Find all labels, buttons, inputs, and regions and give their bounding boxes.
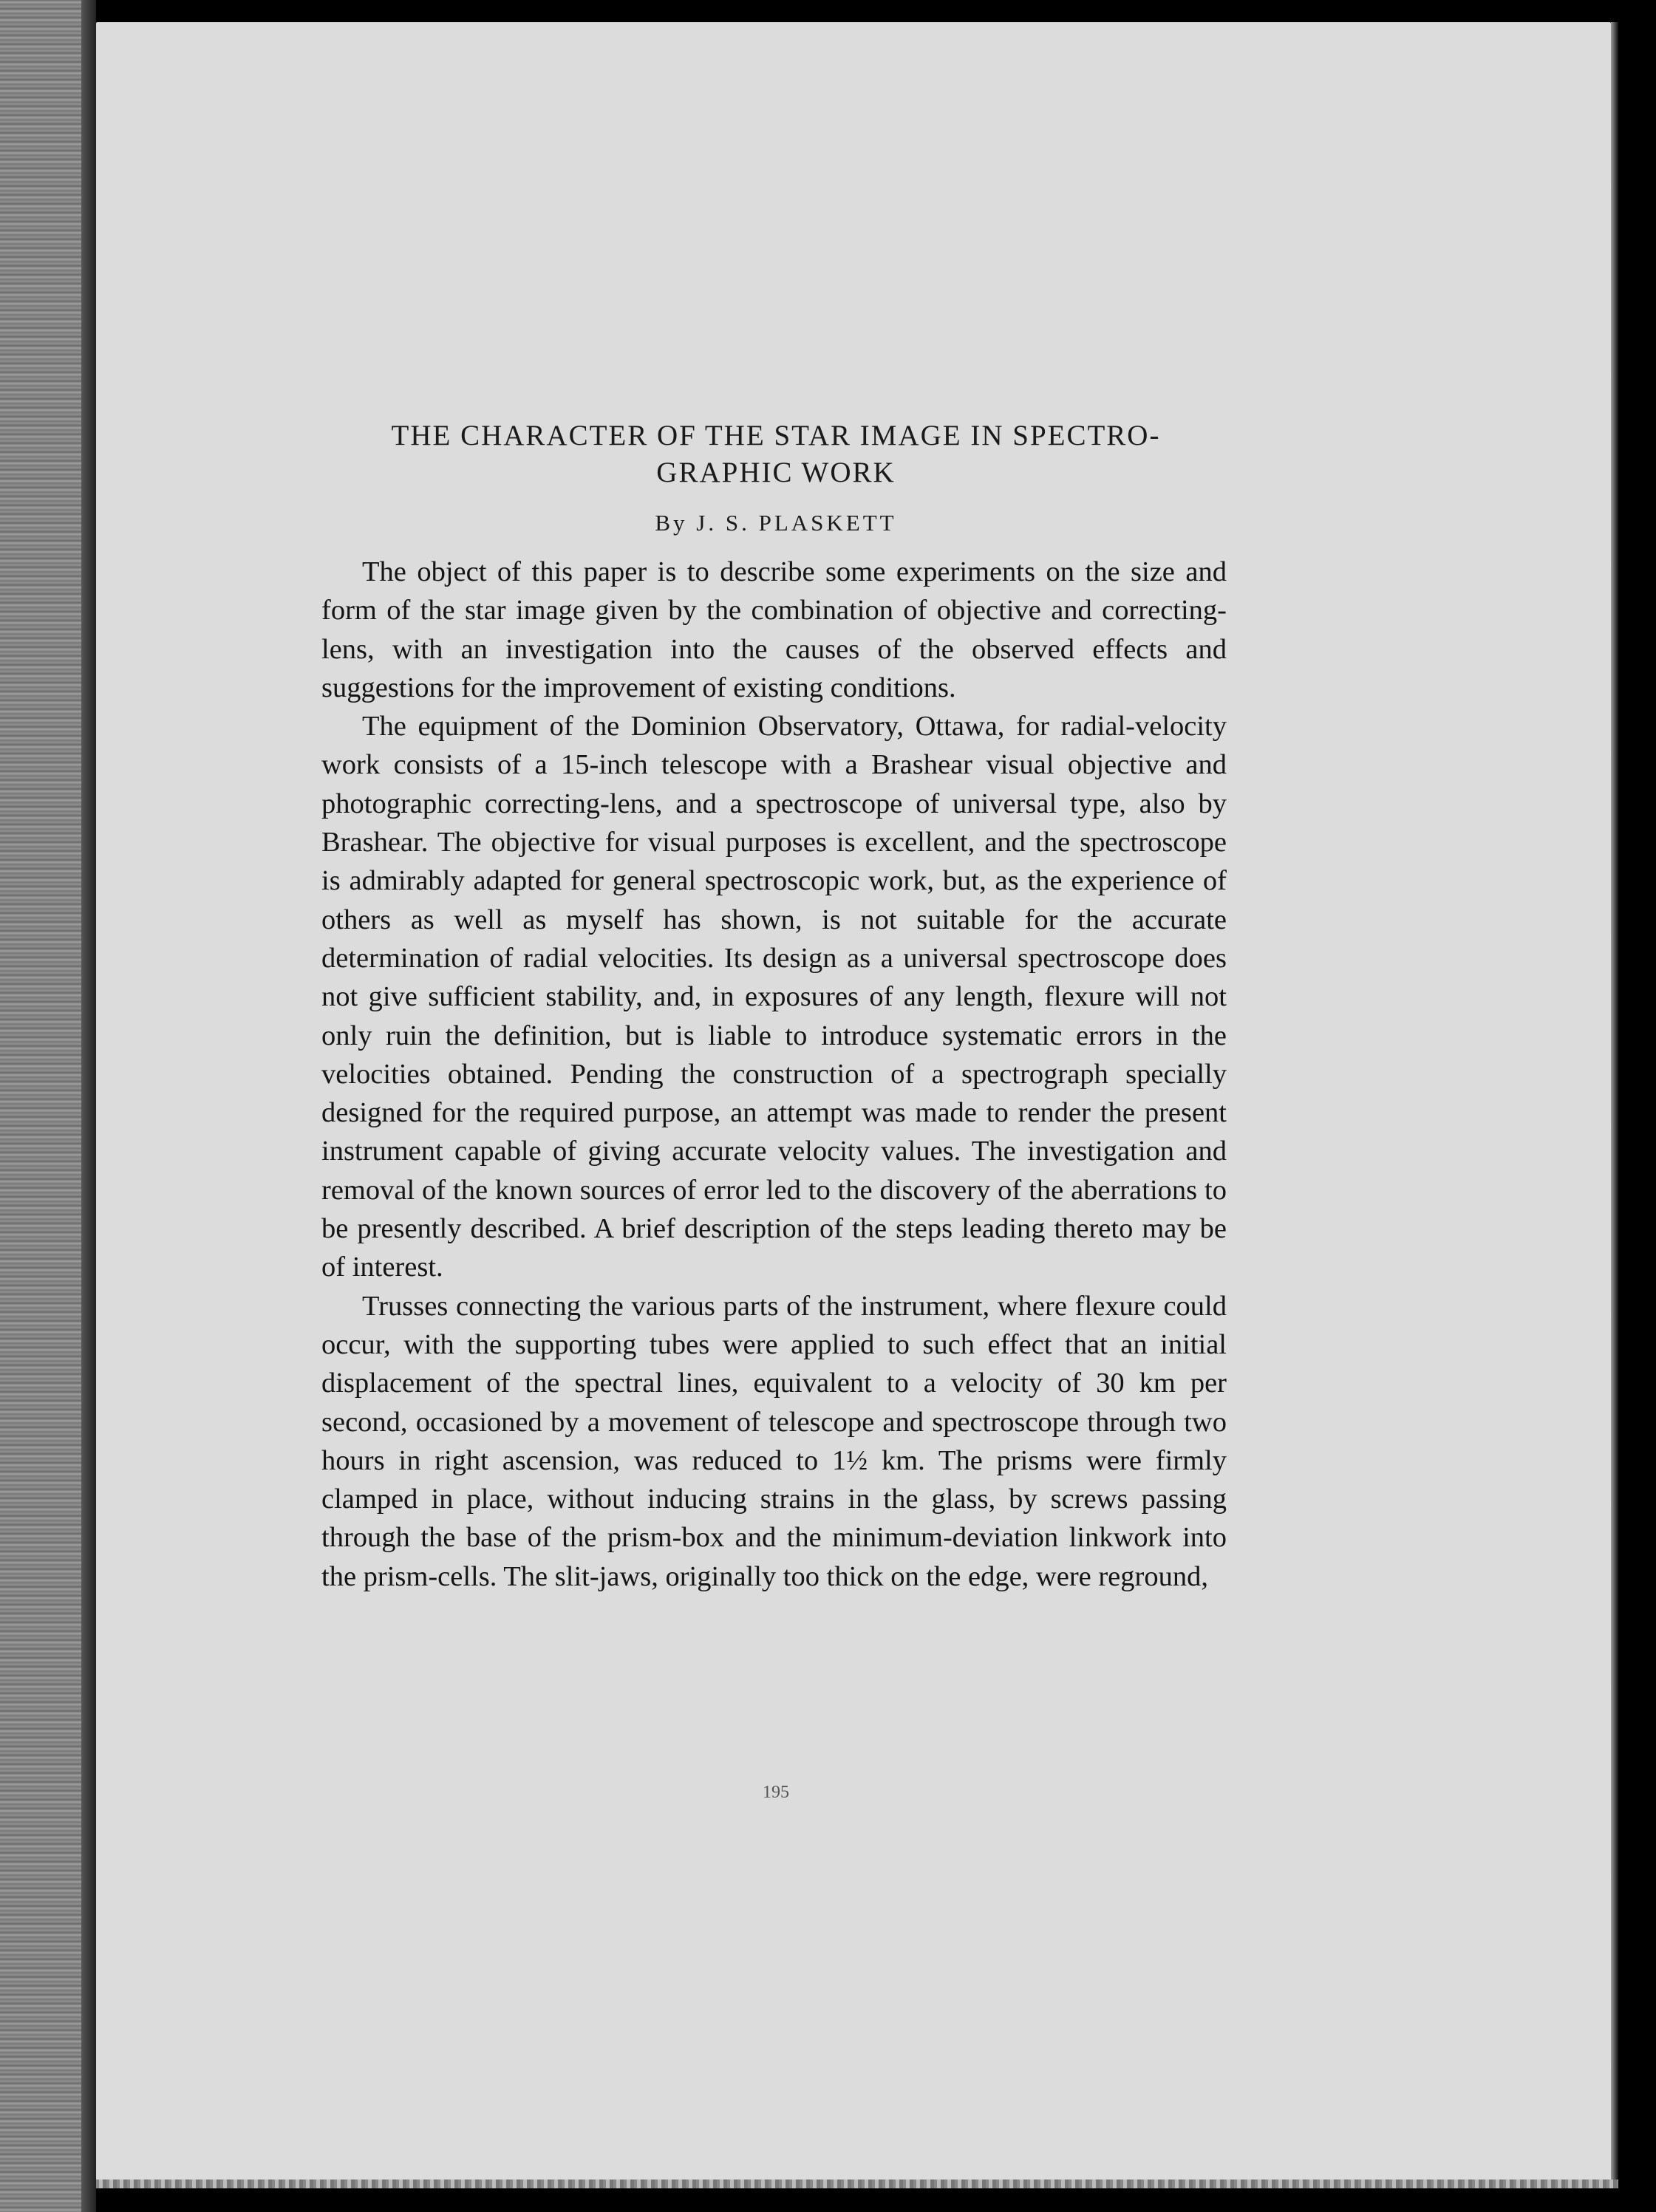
article-body [321, 553, 1227, 1596]
page-edge [1611, 22, 1618, 2187]
page-bottom-edge [96, 2179, 1618, 2188]
paragraph: Trusses connecting the various parts of the instrument, where flexure could occur, with the supporting tubes were applied to such effect that an initial displacement of the spectral lines, equivalent to a velocity of 30 km per second, occasioned by a movement of telescope and spectroscope through two hours in right ascension, was reduced to 1½ km. The prisms were firmly clamped in place, without inducing strains in the glass, by screws passing through the base of the prism-box and the minimum-deviation linkwork into the prism-cells. The slit-jaws, originally too thick on the edge, were reground, [321, 1290, 1227, 1592]
article-title [310, 417, 1241, 491]
page-number: 195 [763, 1783, 789, 1802]
title-line-2: GRAPHIC WORK [656, 457, 896, 488]
author-byline: By J. S. PLASKETT [655, 510, 897, 536]
title-line-1: THE CHARACTER OF THE STAR IMAGE IN SPECTRO- [391, 420, 1161, 451]
spine-shadow [81, 0, 96, 2212]
paragraph: The equipment of the Dominion Observatory, Ottawa, for radial-velocity work consists of a 15-inch telescope with a Brashear visual objective and photographic correcting-lens, and a spectroscope of universal type, also by Brashear. The objective for visual purposes is excellent, and the spectroscope is admirably adapted for general spectroscopic work, but, as the experience of others as well as myself has shown, is not suitable for the accurate determination of radial velocities. Its design as a universal spectroscope does not give sufficient stability, and, in exposures of any length, flexure will not only ruin the definition, but is liable to introduce systematic errors in the velocities obtained. Pending the construction of a spectrograph specially designed for the required purpose, an attempt was made to render the present instrument capable of giving accurate velocity values. The investigation and removal of the known sources of error led to the discovery of the aberrations to be presently described. A brief description of the steps leading thereto may be of interest. [321, 711, 1227, 1283]
paragraph: The object of this paper is to describe some experiments on the size and form of the star image given by the combination of objective and correcting-lens, with an investigation into the causes of the observed effects and suggestions for the improvement of existing conditions. [321, 556, 1227, 703]
